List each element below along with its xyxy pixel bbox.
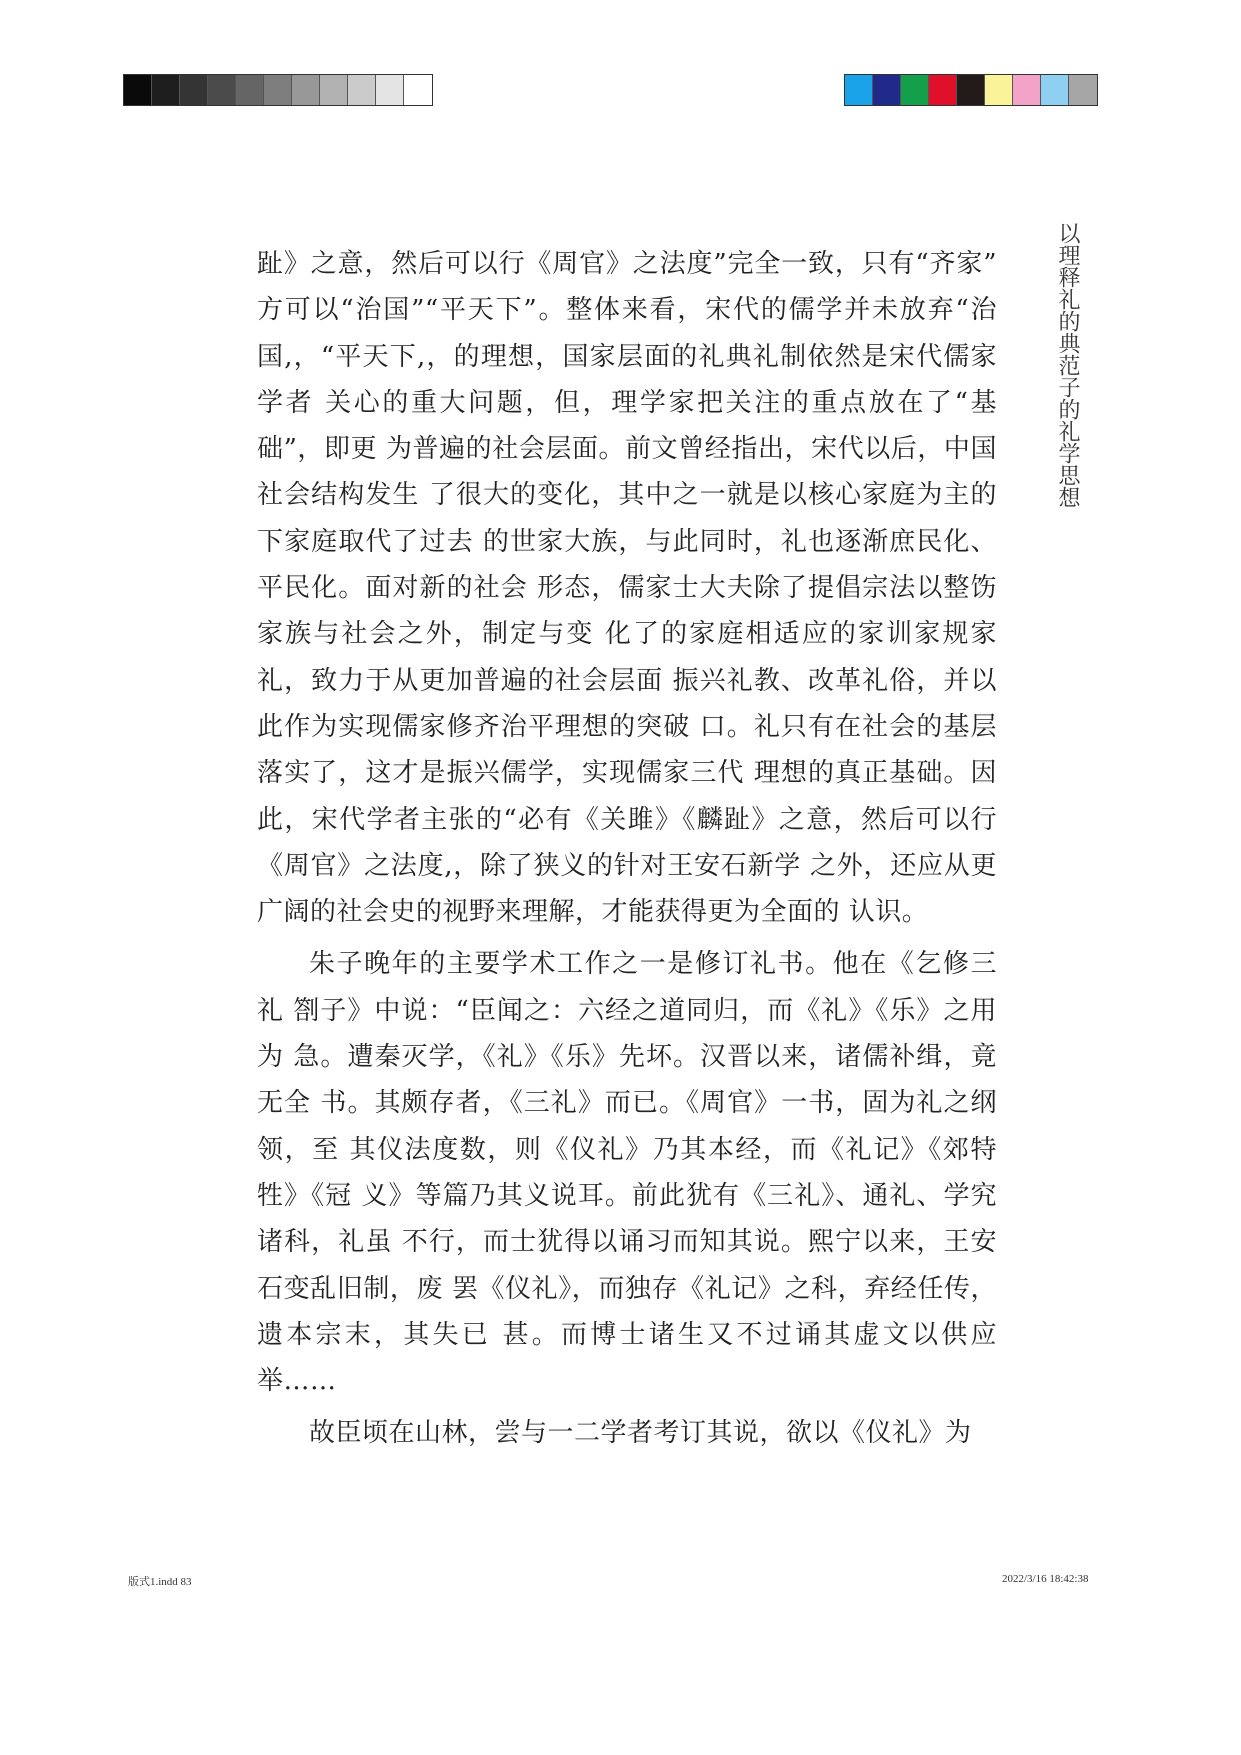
- color-swatch: [404, 75, 432, 105]
- color-swatch: [124, 75, 152, 105]
- color-registration-bar: [844, 74, 1098, 106]
- color-swatch: [152, 75, 180, 105]
- color-swatch: [264, 75, 292, 105]
- gray-registration-bar: [123, 74, 433, 106]
- color-swatch: [901, 75, 929, 105]
- footer-timestamp: 2022/3/16 18:42:38: [1002, 1573, 1089, 1585]
- paragraph: 朱子晚年的主要学术工作之一是修订礼书。他在《乞修三礼 劄子》中说：“臣闻之：六经之道同归，而《礼》《乐》之用为 急。遭秦灭学，《礼》《乐》先坏。汉晋以来，诸儒补缉，竟无全 书。其颇存者，《三礼》而已。《周官》一书，固为礼之纲领，至 其仪法度数，则《仪礼》乃其本经，而《礼记》《郊特牲》《冠 义》等篇乃其义说耳。前此犹有《三礼》、通礼、学究诸科，礼虽 不行，而士犹得以诵习而知其说。熙宁以来，王安石变乱旧制，废 罢《仪礼》，而独存《礼记》之科，弃经任传，遗本宗末，其失已 甚。而博士诸生又不过诵其虚文以供应举……: [257, 949, 997, 1397]
- color-swatch: [320, 75, 348, 105]
- body-text: [257, 241, 997, 1457]
- color-swatch: [348, 75, 376, 105]
- color-swatch: [957, 75, 985, 105]
- color-swatch: [1069, 75, 1097, 105]
- color-swatch: [985, 75, 1013, 105]
- color-swatch: [929, 75, 957, 105]
- running-head: 以理释礼的典范子的礼学思想: [1055, 222, 1080, 508]
- footer-file-info: 版式1.indd 83: [128, 1576, 192, 1588]
- paragraph: 趾》之意，然后可以行《周官》之法度”完全一致，只有“齐家” 方可以“治国”“平天下”。整体来看，宋代的儒学并未放弃“治 国,，“平天下,，的理想，国家层面的礼典礼制依然是宋代儒家学者 关心的重大问题，但，理学家把关注的重点放在了“基础”，即更 为普遍的社会层面。前文曾经指出，宋代以后，中国社会结构发生 了很大的变化，其中之一就是以核心家庭为主的下家庭取代了过去 的世家大族，与此同时，礼也逐渐庶民化、平民化。面对新的社会 形态，儒家士大夫除了提倡宗法以整饬家族与社会之外，制定与变 化了的家庭相适应的家训家规家礼，致力于从更加普遍的社会层面 振兴礼教、改革礼俗，并以此作为实现儒家修齐治平理想的突破 口。礼只有在社会的基层落实了，这才是振兴儒学，实现儒家三代 理想的真正基础。因此，宋代学者主张的“必有《关雎》《麟趾》之意，然后可以行《周官》之法度,，除了狭义的针对王安石新学 之外，还应从更广阔的社会史的视野来理解，才能获得更为全面的 认识。: [257, 249, 997, 928]
- color-swatch: [845, 75, 873, 105]
- color-swatch: [236, 75, 264, 105]
- color-swatch: [1013, 75, 1041, 105]
- color-swatch: [376, 75, 404, 105]
- color-swatch: [873, 75, 901, 105]
- paragraph: 故臣顷在山林，尝与一二学者考订其说，欲以《仪礼》为: [309, 1418, 972, 1449]
- color-swatch: [292, 75, 320, 105]
- color-swatch: [208, 75, 236, 105]
- color-swatch: [180, 75, 208, 105]
- color-swatch: [1041, 75, 1069, 105]
